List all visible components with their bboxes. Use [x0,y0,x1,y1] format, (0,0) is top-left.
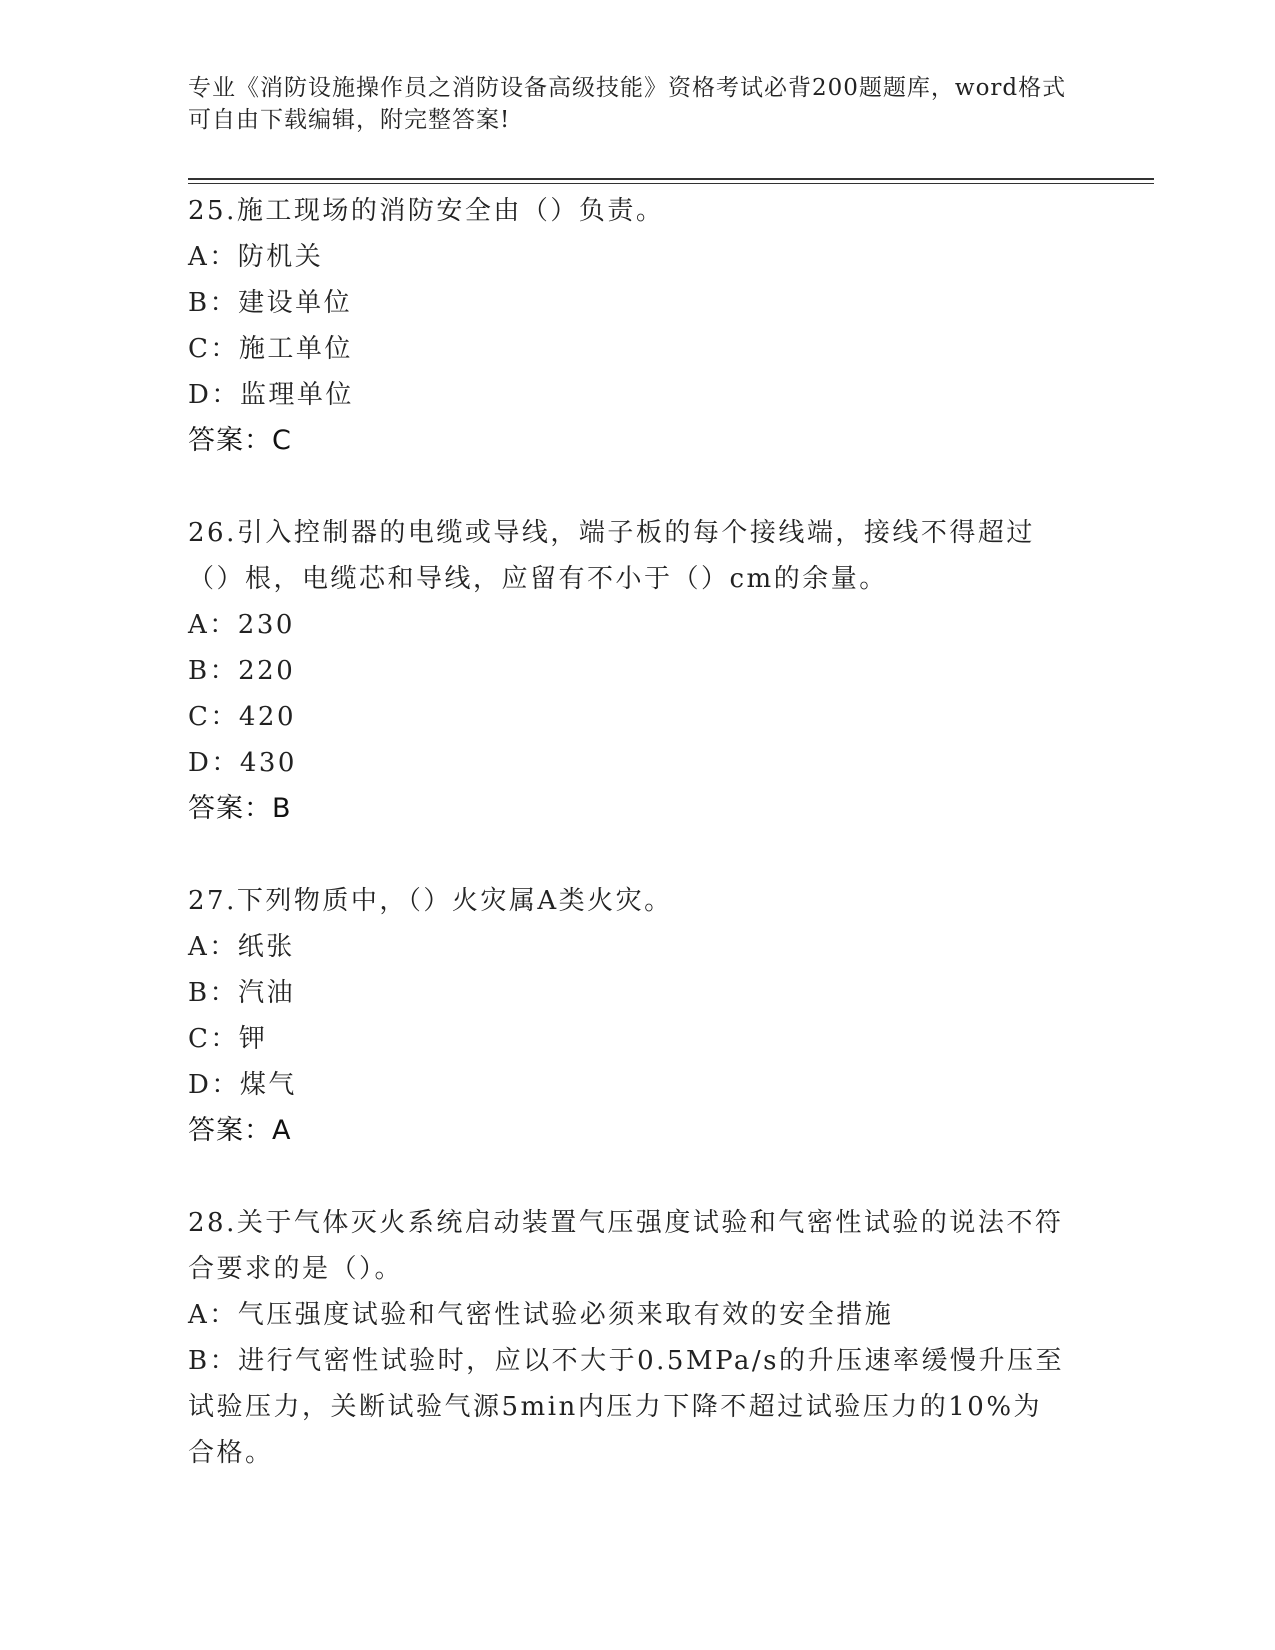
option-a: A：气压强度试验和气密性试验必须来取有效的安全措施 [188,1300,894,1330]
header-divider-thin [188,183,1154,184]
option-c: C：施工单位 [188,334,353,364]
question-27 [188,878,1068,1154]
option-d: D：430 [188,748,297,778]
document-header: 专业《消防设施操作员之消防设备高级技能》资格考试必背200题题库，word格式可自由下载编辑，附完整答案! [188,75,1067,133]
option-a: A：230 [188,610,295,640]
question-25 [188,188,1068,464]
question-stem: 25.施工现场的消防安全由（）负责。 [188,196,665,226]
question-28 [188,1200,1068,1476]
question-stem: 27.下列物质中，（）火灾属A类火灾。 [188,886,673,916]
question-stem: 26.引入控制器的电缆或导线，端子板的每个接线端，接线不得超过（）根，电缆芯和导线，应留有不小于（）cm的余量。 [188,518,1035,594]
option-b: B：220 [188,656,296,686]
option-b: B：汽油 [188,978,296,1008]
option-b: B：进行气密性试验时，应以不大于0.5MPa/s的升压速率缓慢升压至试验压力，关断试验气源5min内压力下降不超过试验压力的10%为合格。 [188,1346,1065,1468]
option-c: C：钾 [188,1024,268,1054]
answer-label: 答案：C [188,425,292,456]
answer-label: 答案：A [188,1115,292,1146]
option-b: B：建设单位 [188,288,353,318]
answer-label: 答案：B [188,793,292,824]
option-a: A：防机关 [188,242,324,272]
option-d: D：监理单位 [188,380,354,410]
header-divider-thick [188,178,1154,180]
option-d: D：煤气 [188,1070,297,1100]
option-c: C：420 [188,702,297,732]
option-a: A：纸张 [188,932,295,962]
question-26 [188,510,1068,832]
question-stem: 28.关于气体灭火系统启动装置气压强度试验和气密性试验的说法不符合要求的是（）。 [188,1208,1064,1284]
question-list [188,188,1068,1522]
